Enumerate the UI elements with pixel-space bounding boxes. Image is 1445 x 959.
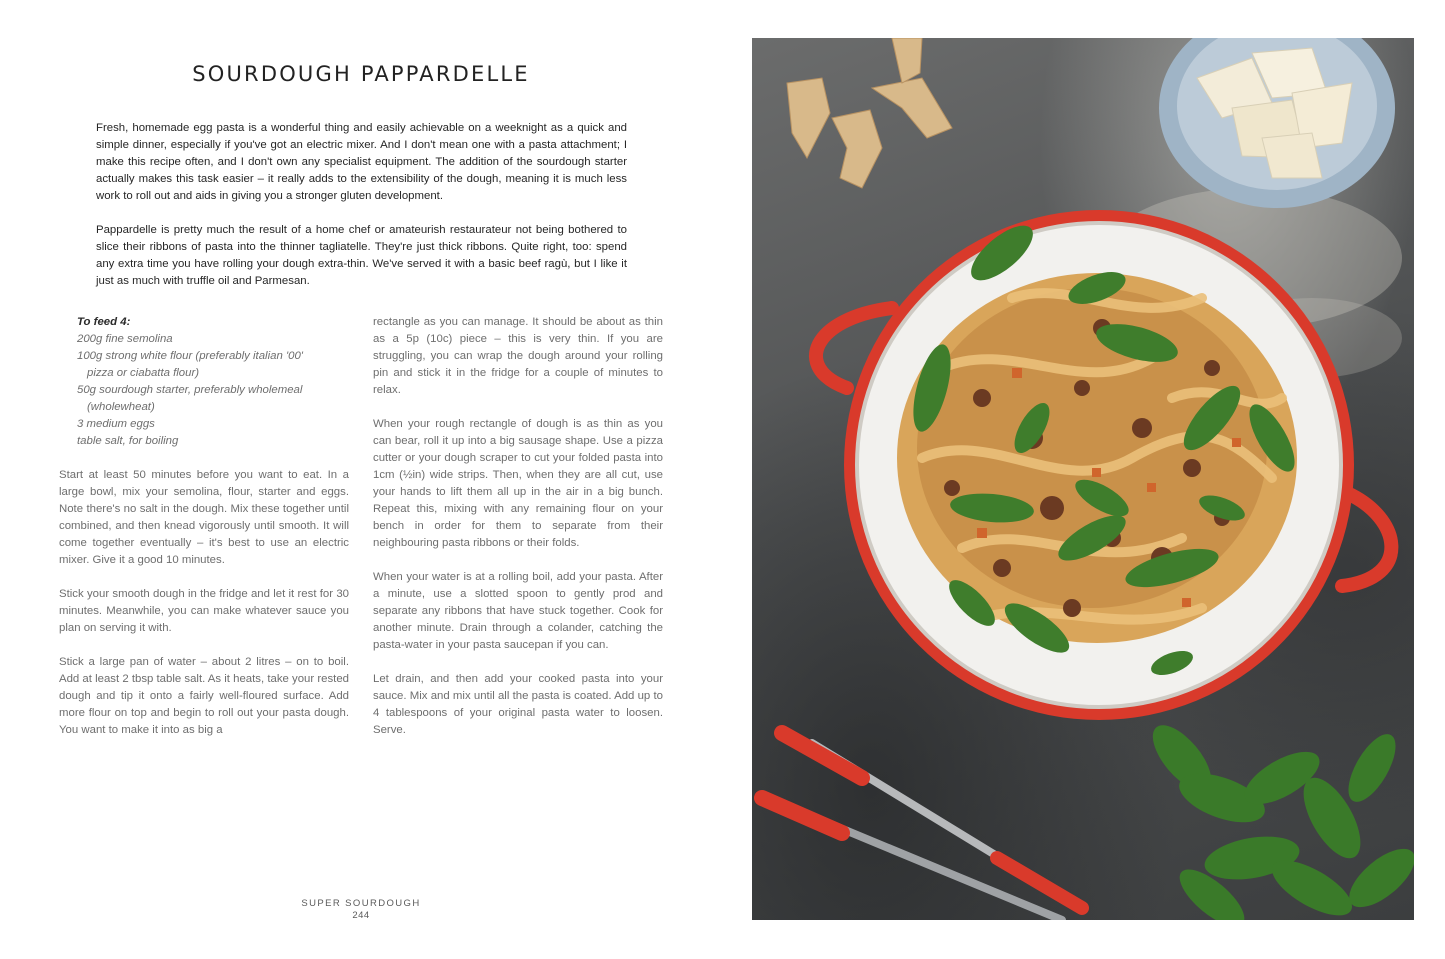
method-step: When your rough rectangle of dough is as thin as you can bear, roll it up into a big sausage shape. Use a pizza cutter or your dough scraper to cut your folded pasta into 1cm (½in) wide strips. Then, when they are all cut, use your hands to lift them all up in the air in a big bunch. Repeat this, mixing with any remaining flour on your bench in order for them to separate from their neighbouring pasta ribbons or their folds. bbox=[373, 418, 663, 549]
ingredient-item: 50g sourdough starter, preferably wholemeal bbox=[77, 384, 303, 396]
ingredients-list bbox=[77, 314, 349, 450]
basil-bunch bbox=[1142, 716, 1414, 920]
intro-paragraph: Fresh, homemade egg pasta is a wonderful thing and easily achievable on a weeknight as a quick and simple dinner, especially if you've got an electric mixer. And I don't mean one with a pasta attachment; I make this recipe often, and I don't own any specialist equipment. The addition of the sourdough starter actually makes this task easier – it really adds to the extensibility of the dough, meaning it is much less work to roll out and aids in giving you a stronger gluten development. bbox=[96, 122, 627, 202]
recipe-page bbox=[0, 0, 722, 959]
recipe-intro bbox=[96, 120, 627, 307]
method-step: rectangle as you can manage. It should be about as thin as a 5p (10c) piece – this is very thin. If you are struggling, you can wrap the dough around your rolling pin and stick it in the fridge for a couple of minutes to relax. bbox=[373, 316, 663, 396]
method-step: Stick your smooth dough in the fridge and let it rest for 30 minutes. Meanwhile, you can make whatever sauce you plan on serving it with. bbox=[59, 588, 349, 634]
raw-pasta-scraps bbox=[787, 38, 952, 188]
parmesan-bowl bbox=[1159, 38, 1395, 208]
food-photo-illustration bbox=[752, 38, 1414, 920]
page-number: 244 bbox=[352, 910, 370, 921]
method-column-left bbox=[59, 314, 349, 756]
intro-paragraph: Pappardelle is pretty much the result of a home chef or amateurish restaurateur not being bothered to slice their ribbons of pasta into the thinner tagliatelle. They're just thick ribbons. Quite right, too: spend any extra time you have rolling your dough extra-thin. We've served it with a basic beef ragù, but I like it just as much with truffle oil and Parmesan. bbox=[96, 224, 627, 287]
tongs bbox=[762, 733, 1082, 920]
method-step: When your water is at a rolling boil, add your pasta. After a minute, use a slotted spoon to gently prod and separate any ribbons that have stuck together. Cook for another minute. Drain through a colander, catching the pasta-water in your pasta saucepan if you can. bbox=[373, 571, 663, 651]
method-step: Start at least 50 minutes before you want to eat. In a large bowl, mix your semolina, flour, starter and eggs. Note there's no salt in the dough. Mix these together until combined, and then knead vigorously until smooth. It will come together eventually – it's best to use an electric mixer. Give it a good 10 minutes. bbox=[59, 469, 349, 566]
food-photo bbox=[752, 38, 1414, 920]
ingredient-item: 200g fine semolina bbox=[77, 333, 173, 345]
ingredient-item: 3 medium eggs bbox=[77, 418, 155, 430]
ingredient-item: pizza or ciabatta flour) bbox=[87, 367, 200, 379]
method-step: Let drain, and then add your cooked pasta into your sauce. Mix and mix until all the pasta is coated. Add up to 4 tablespoons of your original pasta water to loosen. Serve. bbox=[373, 673, 663, 736]
ingredient-item: table salt, for boiling bbox=[77, 435, 179, 447]
ingredients-heading: To feed 4: bbox=[77, 316, 131, 328]
page-footer bbox=[0, 898, 722, 921]
recipe-title: SOURDOUGH PAPPARDELLE bbox=[192, 62, 530, 86]
ingredient-item: 100g strong white flour (preferably italian '00' bbox=[77, 350, 303, 362]
ingredient-item: (wholewheat) bbox=[87, 401, 155, 413]
method-column-right bbox=[373, 314, 663, 756]
method-step: Stick a large pan of water – about 2 litres – on to boil. Add at least 2 tbsp table salt. As it heats, take your rested dough and tip it onto a fairly well-floured surface. Add more flour on top and begin to roll out your pasta dough. You want to make it into as big a bbox=[59, 656, 349, 736]
book-title: SUPER SOURDOUGH bbox=[301, 898, 421, 909]
